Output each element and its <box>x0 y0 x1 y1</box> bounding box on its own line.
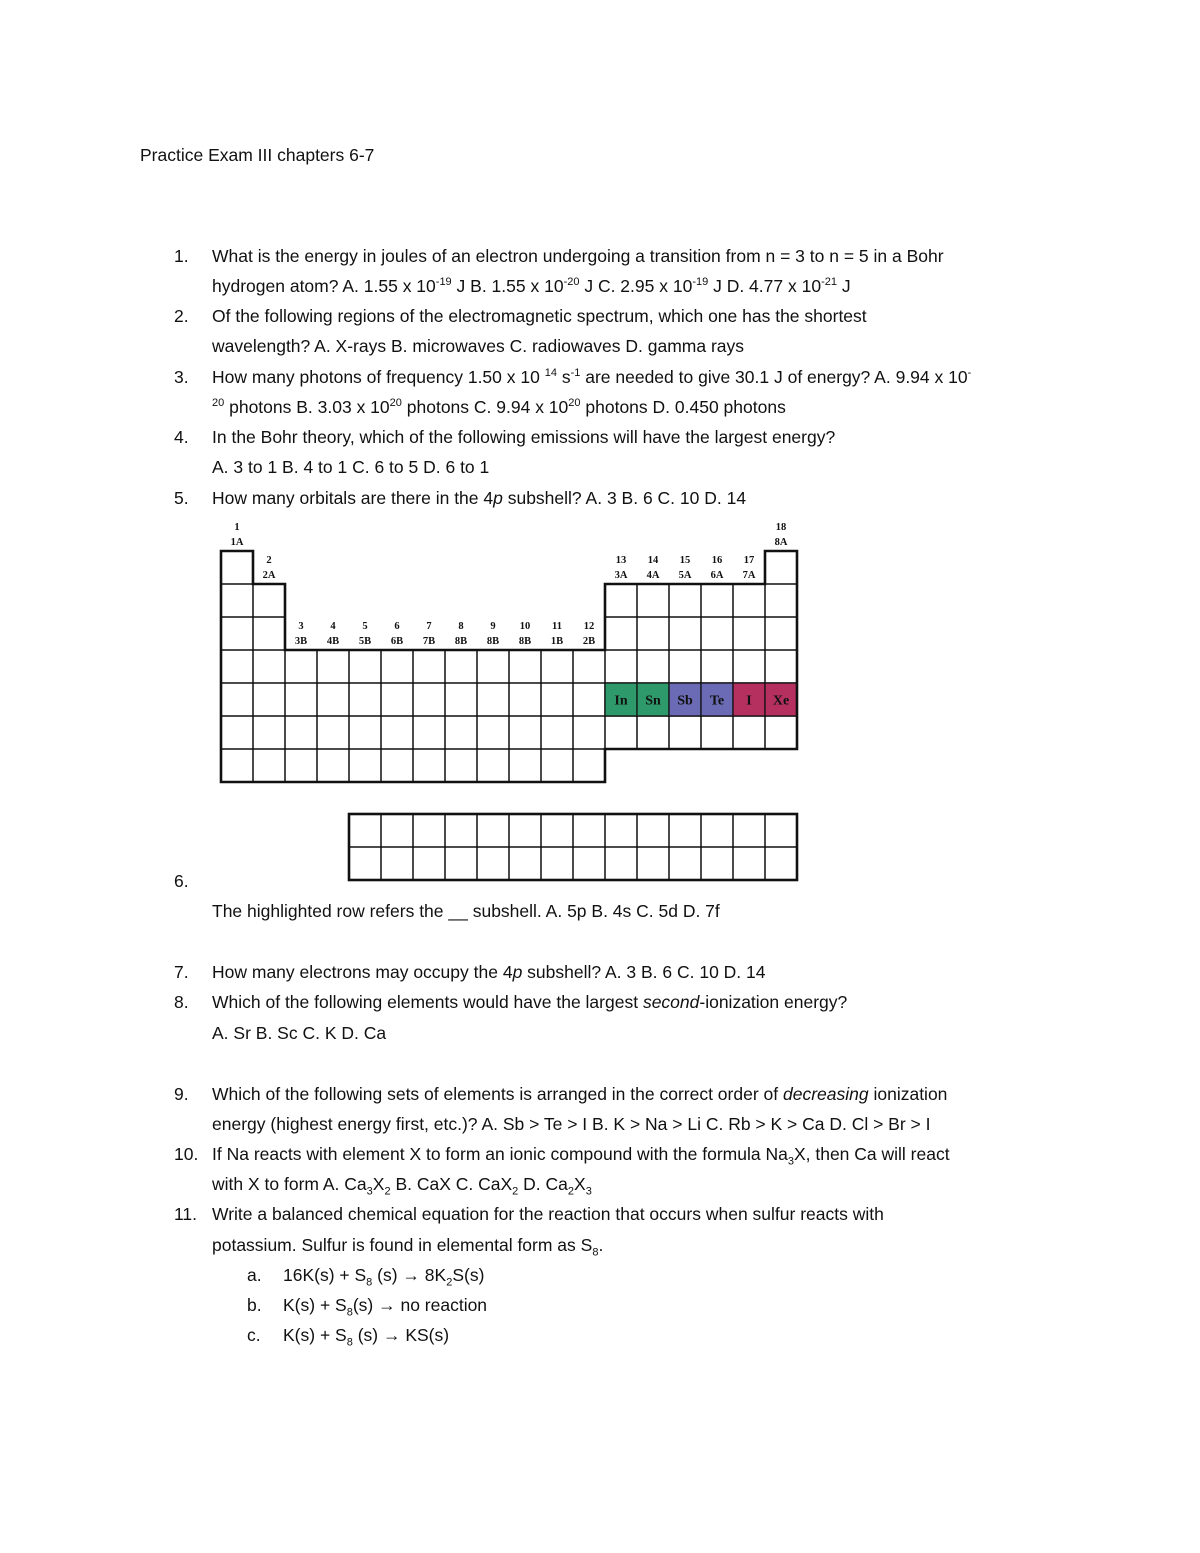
table-cell <box>573 683 605 716</box>
element-symbol: In <box>614 693 628 709</box>
group-number: 4 <box>330 621 336 632</box>
group-label: 4B <box>326 636 340 647</box>
group-number: 7 <box>426 621 432 632</box>
table-cell <box>509 749 541 782</box>
group-number: 17 <box>743 555 755 566</box>
table-cell <box>509 683 541 716</box>
group-label: 2A <box>262 570 276 581</box>
group-label: 6A <box>710 570 724 581</box>
f-block-cell <box>413 847 445 880</box>
table-cell <box>221 683 253 716</box>
element-symbol: Xe <box>772 693 790 709</box>
table-cell <box>253 683 285 716</box>
f-block-cell <box>765 814 797 847</box>
table-cell <box>669 584 701 617</box>
table-cell <box>445 683 477 716</box>
f-block-cell <box>605 847 637 880</box>
f-block-cell <box>413 814 445 847</box>
f-block-cell <box>605 814 637 847</box>
question-9-text: Which of the following sets of elements is arranged in the correct order of decreasing ionization <box>212 1084 948 1104</box>
group-label: 7B <box>422 636 436 647</box>
question-number: 2. <box>174 306 189 326</box>
table-cell <box>637 584 669 617</box>
table-cell <box>669 617 701 650</box>
table-cell <box>765 716 797 749</box>
element-symbol: Sn <box>645 693 661 709</box>
table-cell <box>253 650 285 683</box>
table-cell <box>541 650 573 683</box>
group-number: 3 <box>298 621 304 632</box>
f-block-cell <box>477 814 509 847</box>
answer-c: $K(s) + S_8$ (s) → KS(s) <box>283 1325 450 1349</box>
table-cell <box>605 584 637 617</box>
table-cell <box>221 617 253 650</box>
table-cell <box>413 716 445 749</box>
table-cell <box>317 749 349 782</box>
table-cell <box>573 716 605 749</box>
table-cell <box>573 650 605 683</box>
table-cell <box>221 749 253 782</box>
table-cell <box>573 749 605 782</box>
question-number: 1. <box>174 246 189 266</box>
f-block-cell <box>573 814 605 847</box>
table-cell <box>733 716 765 749</box>
table-cell <box>285 650 317 683</box>
f-block-cell <box>349 847 381 880</box>
group-number: 1 <box>234 522 240 533</box>
table-cell <box>733 584 765 617</box>
table-cell <box>221 551 253 584</box>
group-label: 7A <box>742 570 756 581</box>
question-9-options: energy (highest energy first, etc.)? A. Sb > Te > I B. K > Na > Li C. Rb > K > Ca D. Cl > Br > I <box>212 1114 931 1134</box>
table-cell <box>765 650 797 683</box>
table-cell <box>445 650 477 683</box>
question-4-options: A. 3 to 1 B. 4 to 1 C. 6 to 5 D. 6 to 1 <box>212 457 490 477</box>
table-cell <box>413 683 445 716</box>
f-block-cell <box>349 814 381 847</box>
table-cell <box>765 551 797 584</box>
question-7-text: How many electrons may occupy the 4p subshell? A. 3 B. 6 C. 10 D. 14 <box>212 962 766 982</box>
f-block-cell <box>381 847 413 880</box>
question-number: 5. <box>174 488 189 508</box>
table-cell <box>701 617 733 650</box>
f-block-cell <box>637 814 669 847</box>
question-number: 6. <box>174 871 189 891</box>
table-cell <box>285 749 317 782</box>
question-number: 8. <box>174 992 189 1012</box>
group-label: 5A <box>678 570 692 581</box>
question-10-text: If Na reacts with element X to form an ionic compound with the formula $Na_3X$, then Ca will react <box>212 1144 950 1168</box>
table-cell <box>701 584 733 617</box>
group-number: 12 <box>583 621 595 632</box>
element-symbol: Te <box>709 693 725 709</box>
table-cell <box>317 716 349 749</box>
group-number: 16 <box>711 555 723 566</box>
f-block-cell <box>765 847 797 880</box>
table-cell <box>701 650 733 683</box>
group-number: 6 <box>394 621 400 632</box>
f-block-cell <box>733 814 765 847</box>
table-cell <box>413 650 445 683</box>
f-block-cell <box>509 814 541 847</box>
f-block-cell <box>541 814 573 847</box>
table-cell <box>541 683 573 716</box>
table-cell <box>605 650 637 683</box>
group-label: 6B <box>390 636 404 647</box>
group-number: 15 <box>679 555 691 566</box>
f-block-cell <box>541 847 573 880</box>
table-cell <box>221 584 253 617</box>
table-cell <box>445 749 477 782</box>
f-block-cell <box>445 847 477 880</box>
question-2-text: Of the following regions of the electromagnetic spectrum, which one has the shortest <box>212 306 867 326</box>
answer-b: $K(s) + S_8(s)$ → no reaction <box>283 1295 488 1319</box>
table-cell <box>381 683 413 716</box>
f-block-cell <box>573 847 605 880</box>
question-11-text-cont: potassium. Sulfur is found in elemental form as $S_8$. <box>212 1235 604 1259</box>
group-number: 2 <box>266 555 272 566</box>
answer-letter: a. <box>247 1265 262 1285</box>
group-number: 18 <box>775 522 787 533</box>
question-3-options: $^{20}$ photons B. 3.03 x $10^{20}$ photons C. 9.94 x $10^{20}$ photons D. 0.450 photons <box>212 397 786 417</box>
question-3-text: How many photons of frequency 1.50 x 10 $^{14}$ $s^{-1}$ are needed to give 30.1 J of energy? A. 9.94 x 10- <box>212 367 972 387</box>
table-cell <box>381 716 413 749</box>
table-cell <box>701 716 733 749</box>
group-label: 8B <box>486 636 500 647</box>
table-cell <box>221 650 253 683</box>
table-cell <box>349 683 381 716</box>
table-cell <box>413 749 445 782</box>
group-label: 8B <box>518 636 532 647</box>
table-cell <box>317 683 349 716</box>
table-cell <box>509 716 541 749</box>
table-cell <box>477 716 509 749</box>
question-4-text: In the Bohr theory, which of the following emissions will have the largest energy? <box>212 427 836 447</box>
table-cell <box>477 683 509 716</box>
answer-letter: b. <box>247 1295 262 1315</box>
answer-letter: c. <box>247 1325 261 1345</box>
f-block-cell <box>509 847 541 880</box>
table-cell <box>285 716 317 749</box>
table-cell <box>477 749 509 782</box>
group-label: 4A <box>646 570 660 581</box>
group-label: 1B <box>550 636 564 647</box>
f-block-cell <box>669 814 701 847</box>
question-11-text: Write a balanced chemical equation for the reaction that occurs when sulfur reacts with <box>212 1204 884 1224</box>
f-block-cell <box>733 847 765 880</box>
f-block-cell <box>637 847 669 880</box>
question-1-options: hydrogen atom? A. 1.55 x $10^{-19}$ J B. 1.55 x $10^{-20}$ J C. 2.95 x $10^{-19}$ J D. 4.77 x $10^{-21}$ J <box>212 276 851 296</box>
question-number: 9. <box>174 1084 189 1104</box>
table-cell <box>669 650 701 683</box>
question-5-text: How many orbitals are there in the 4p subshell? A. 3 B. 6 C. 10 D. 14 <box>212 488 747 508</box>
group-number: 10 <box>519 621 531 632</box>
group-label: 3A <box>614 570 628 581</box>
question-8-options: A. Sr B. Sc C. K D. Ca <box>212 1023 387 1043</box>
group-number: 9 <box>490 621 496 632</box>
table-cell <box>285 683 317 716</box>
element-symbol: I <box>746 693 752 709</box>
group-label: 8A <box>774 537 788 548</box>
question-10-options: with X to form A. $Ca_3X_2$ B. CaX C. CaX$_2$ D. $Ca_2X_3$ <box>212 1174 592 1198</box>
table-cell <box>637 716 669 749</box>
table-cell <box>541 749 573 782</box>
table-cell <box>349 716 381 749</box>
table-cell <box>765 617 797 650</box>
table-cell <box>605 716 637 749</box>
f-block-cell <box>445 814 477 847</box>
table-cell <box>445 716 477 749</box>
table-cell <box>221 716 253 749</box>
f-block-cell <box>701 814 733 847</box>
table-cell <box>253 716 285 749</box>
page-title: Practice Exam III chapters 6-7 <box>140 145 375 165</box>
question-number: 7. <box>174 962 189 982</box>
f-block-cell <box>669 847 701 880</box>
table-cell <box>733 650 765 683</box>
table-cell <box>669 716 701 749</box>
group-label: 5B <box>358 636 372 647</box>
answer-a: $16K(s) + S_8$ $(s) \to 8K_2S(s)$ <box>283 1265 485 1289</box>
group-number: 8 <box>458 621 464 632</box>
group-label: 3B <box>294 636 308 647</box>
table-cell <box>349 749 381 782</box>
table-cell <box>253 749 285 782</box>
table-cell <box>765 584 797 617</box>
table-cell <box>509 650 541 683</box>
group-label: 1A <box>230 537 244 548</box>
table-cell <box>733 617 765 650</box>
group-number: 13 <box>615 555 627 566</box>
table-cell <box>637 617 669 650</box>
group-number: 14 <box>647 555 659 566</box>
element-symbol: Sb <box>677 693 693 709</box>
f-block-cell <box>381 814 413 847</box>
f-block-cell <box>477 847 509 880</box>
group-number: 5 <box>362 621 368 632</box>
table-cell <box>381 650 413 683</box>
table-cell <box>637 650 669 683</box>
table-cell <box>605 617 637 650</box>
question-2-options: wavelength? A. X-rays B. microwaves C. radiowaves D. gamma rays <box>212 336 744 356</box>
group-number: 11 <box>552 621 562 632</box>
group-label: 2B <box>582 636 596 647</box>
table-cell <box>253 584 285 617</box>
table-cell <box>349 650 381 683</box>
table-cell <box>477 650 509 683</box>
question-number: 10. <box>174 1144 199 1164</box>
table-cell <box>381 749 413 782</box>
question-number: 3. <box>174 367 189 387</box>
table-cell <box>317 650 349 683</box>
question-number: 11. <box>174 1204 198 1224</box>
group-label: 8B <box>454 636 468 647</box>
question-8-text: Which of the following elements would have the largest second-ionization energy? <box>212 992 848 1012</box>
question-1-text: What is the energy in joules of an electron undergoing a transition from n = 3 to n = 5 in a Bohr <box>212 246 944 266</box>
table-cell <box>541 716 573 749</box>
question-number: 4. <box>174 427 189 447</box>
question-6-text: The highlighted row refers the __ subshell. A. 5p B. 4s C. 5d D. 7f <box>212 901 720 921</box>
f-block-cell <box>701 847 733 880</box>
table-cell <box>253 617 285 650</box>
